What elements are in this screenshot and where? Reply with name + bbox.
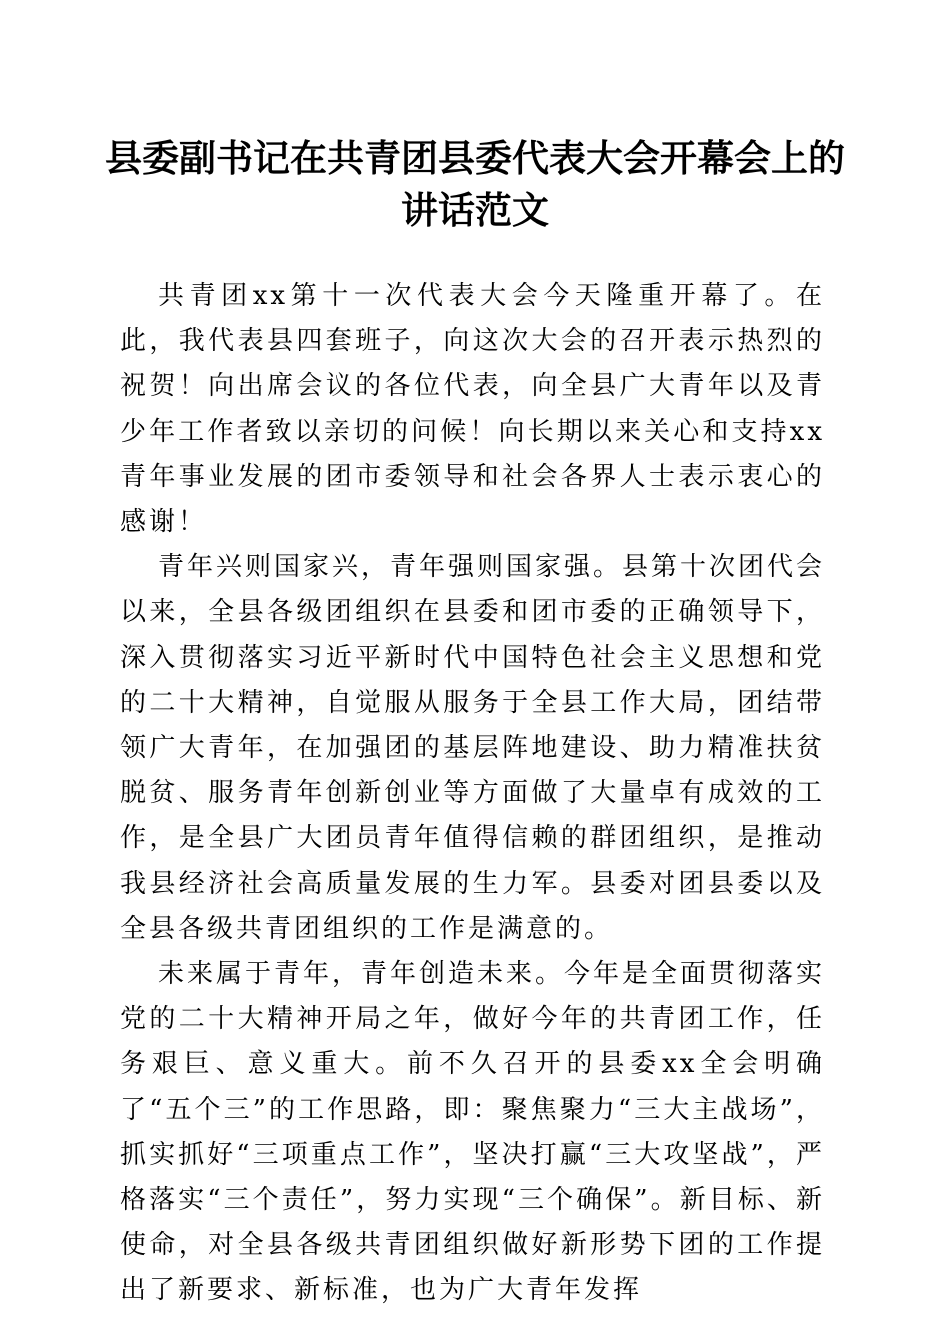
document-title: 县委副书记在共青团县委代表大会开幕会上的讲话范文 xyxy=(105,136,845,232)
paragraph-2: 青年兴则国家兴，青年强则国家强。县第十次团代会以来，全县各级团组织在县委和团市委的正确领导下，深入贯彻落实习近平新时代中国特色社会主义思想和党的二十大精神，自觉服从服务于全县工作大局，团结带领广大青年，在加强团的基层阵地建设、助力精准扶贫脱贫、服务青年创新创业等方面做了大量卓有成效的工作，是全县广大团员青年值得信赖的群团组织，是推动我县经济社会高质量发展的生力军。县委对团县委以及全县各级共青团组织的工作是满意的。 xyxy=(120,552,826,944)
document-body xyxy=(120,274,825,1314)
paragraph-1: 共青团xx第十一次代表大会今天隆重开幕了。在此，我代表县四套班子，向这次大会的召开表示热烈的祝贺！向出席会议的各位代表，向全县广大青年以及青少年工作者致以亲切的问候！向长期以来关心和支持xx青年事业发展的团市委领导和社会各界人士表示衷心的感谢！ xyxy=(120,281,825,538)
paragraph-3: 未来属于青年，青年创造未来。今年是全面贯彻落实党的二十大精神开局之年，做好今年的共青团工作，任务艰巨、意义重大。前不久召开的县委xx全会明确了“五个三”的工作思路，即：聚焦聚力“三大主战场”，抓实抓好“三项重点工作”，坚决打赢“三大攻坚战”，严格落实“三个责任”，努力实现“三个确保”。新目标、新使命，对全县各级共青团组织做好新形势下团的工作提出了新要求、新标准，也为广大青年发挥 xyxy=(120,959,826,1306)
